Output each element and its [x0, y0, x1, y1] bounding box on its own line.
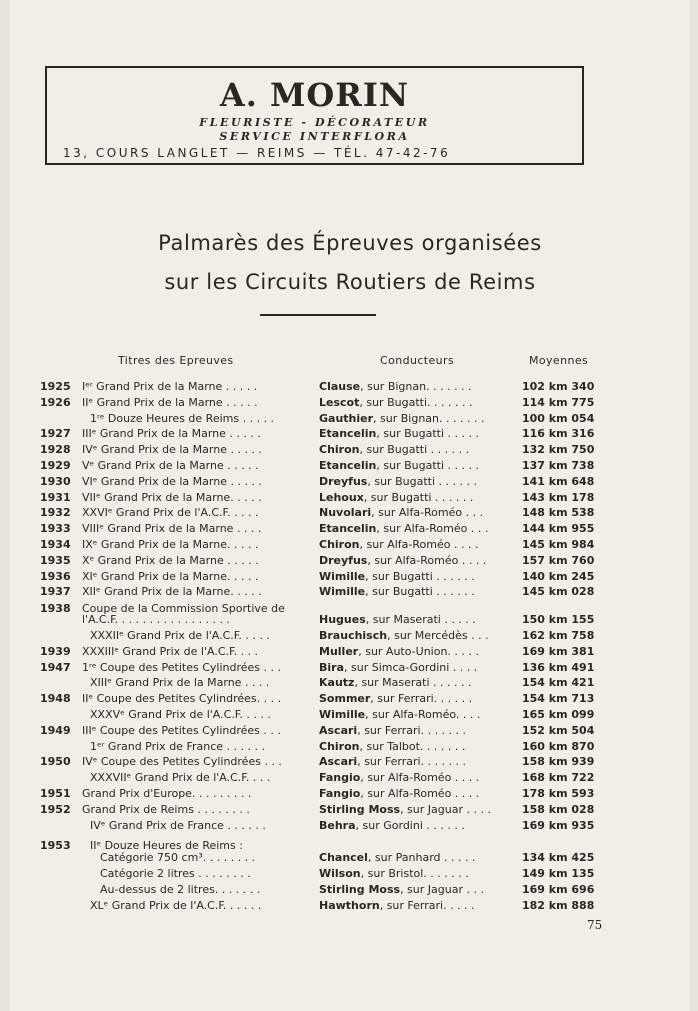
- table-row: [10, 585, 690, 601]
- driver-car: , sur Alfa-Roméo . . . .: [360, 787, 480, 800]
- row-average-speed: 134 km 425: [522, 851, 595, 864]
- row-driver: [319, 396, 525, 409]
- row-year: 1929: [40, 459, 71, 472]
- driver-car: , sur Ferrari. . . . .: [379, 899, 475, 912]
- advertisement-box: [45, 66, 584, 165]
- table-row: [10, 771, 690, 787]
- row-driver: [319, 645, 525, 658]
- row-year: 1927: [40, 427, 71, 440]
- row-year: 1928: [40, 443, 71, 456]
- row-driver: [319, 522, 525, 535]
- row-driver: [319, 867, 525, 880]
- driver-name: Brauchisch: [319, 629, 388, 642]
- driver-name: Behra: [319, 819, 356, 832]
- table-row: [10, 755, 690, 771]
- row-event: XXXIIᵉ Grand Prix de l'A.C.F. . . . .: [90, 629, 270, 642]
- row-year: 1937: [40, 585, 71, 598]
- row-event: VIIᵉ Grand Prix de la Marne. . . . .: [82, 491, 262, 504]
- row-driver: [319, 538, 525, 551]
- driver-name: Muller: [319, 645, 359, 658]
- ad-tagline-2: SERVICE INTERFLORA: [219, 130, 410, 143]
- row-driver: [319, 724, 525, 737]
- row-event: XXXVᵉ Grand Prix de l'A.C.F. . . . .: [90, 708, 271, 721]
- table-row: [10, 645, 690, 661]
- row-average-speed: 116 km 316: [522, 427, 595, 440]
- row-event: Coupe de la Commission Sportive de: [82, 602, 285, 615]
- row-average-speed: 162 km 758: [522, 629, 595, 642]
- row-year: 1938: [40, 602, 71, 615]
- table-row: [10, 538, 690, 554]
- driver-name: Fangio: [319, 787, 361, 800]
- row-driver: [319, 661, 525, 674]
- column-header-conducteurs: Conducteurs: [380, 354, 455, 367]
- driver-car: , sur Alfa-Roméo. . . .: [365, 708, 481, 721]
- driver-name: Dreyfus: [319, 554, 368, 567]
- row-event: 1ʳᵉ Douze Heures de Reims . . . . .: [90, 412, 275, 425]
- table-row: [10, 851, 690, 867]
- driver-car: , sur Maserati . . . . .: [365, 613, 476, 626]
- row-driver: [319, 475, 525, 488]
- driver-car: , sur Ferrari. . . . . .: [370, 692, 473, 705]
- table-row: [10, 740, 690, 756]
- driver-name: Chiron: [319, 740, 360, 753]
- table-row: [10, 443, 690, 459]
- row-average-speed: 100 km 054: [522, 412, 595, 425]
- column-header-moyennes: Moyennes: [529, 354, 589, 367]
- table-row: [10, 522, 690, 538]
- driver-car: , sur Bugatti . . . . . .: [365, 585, 475, 598]
- driver-name: Stirling Moss: [319, 803, 401, 816]
- row-event: IIᵉ Douze Heures de Reims :: [90, 839, 243, 852]
- driver-car: , sur Bugatti . . . . .: [376, 427, 479, 440]
- row-year: 1935: [40, 554, 71, 567]
- driver-name: Hugues: [319, 613, 366, 626]
- row-average-speed: 160 km 870: [522, 740, 595, 753]
- row-driver: [319, 692, 525, 705]
- driver-name: Bira: [319, 661, 345, 674]
- driver-name: Nuvolari: [319, 506, 372, 519]
- driver-name: Kautz: [319, 676, 355, 689]
- column-header-epreuves: Titres des Epreuves: [118, 354, 234, 367]
- table-row: [10, 475, 690, 491]
- row-average-speed: 141 km 648: [522, 475, 595, 488]
- row-driver: [319, 380, 525, 393]
- title-divider: [260, 314, 376, 316]
- table-row: [10, 803, 690, 819]
- driver-name: Ascari: [319, 724, 358, 737]
- driver-car: , sur Bugatti . . . . .: [376, 459, 479, 472]
- row-average-speed: 137 km 738: [522, 459, 595, 472]
- driver-car: , sur Ferrari. . . . . . .: [357, 755, 467, 768]
- row-year: 1947: [40, 661, 71, 674]
- row-average-speed: 154 km 421: [522, 676, 595, 689]
- row-event: XIᵉ Grand Prix de la Marne. . . . .: [82, 570, 259, 583]
- page: [10, 0, 690, 1011]
- row-event: IVᵉ Grand Prix de la Marne . . . . .: [82, 443, 262, 456]
- row-year: 1952: [40, 803, 71, 816]
- driver-car: , sur Auto-Union. . . . .: [358, 645, 479, 658]
- table-row: [10, 692, 690, 708]
- row-event: Catégorie 750 cm³. . . . . . . .: [100, 851, 256, 864]
- row-average-speed: 158 km 939: [522, 755, 595, 768]
- driver-name: Etancelin: [319, 427, 377, 440]
- row-average-speed: 178 km 593: [522, 787, 595, 800]
- driver-name: Wimille: [319, 708, 366, 721]
- row-event: IIᵉ Coupe des Petites Cylindrées. . . .: [82, 692, 282, 705]
- row-year: 1950: [40, 755, 71, 768]
- row-average-speed: 144 km 955: [522, 522, 595, 535]
- driver-name: Wilson: [319, 867, 361, 880]
- row-average-speed: 148 km 538: [522, 506, 595, 519]
- driver-name: Chancel: [319, 851, 368, 864]
- row-event: 1ʳᵉ Coupe des Petites Cylindrées . . .: [82, 661, 282, 674]
- row-driver: [319, 585, 525, 598]
- row-average-speed: 152 km 504: [522, 724, 595, 737]
- table-row: [10, 676, 690, 692]
- row-average-speed: 102 km 340: [522, 380, 595, 393]
- driver-car: , sur Panhard . . . . .: [367, 851, 476, 864]
- row-event: XXXIIIᵉ Grand Prix de l'A.C.F. . . .: [82, 645, 259, 658]
- driver-car: , sur Simca-Gordini . . . .: [344, 661, 478, 674]
- row-event: Vᵉ Grand Prix de la Marne . . . . .: [82, 459, 259, 472]
- table-row: [10, 867, 690, 883]
- row-event: Au-dessus de 2 litres. . . . . . .: [100, 883, 261, 896]
- driver-car: , sur Bignan. . . . . . .: [373, 412, 485, 425]
- driver-name: Lescot: [319, 396, 360, 409]
- row-event: IIᵉ Grand Prix de la Marne . . . . .: [82, 396, 258, 409]
- row-driver: [319, 427, 525, 440]
- row-average-speed: 145 km 984: [522, 538, 595, 551]
- driver-car: , sur Alfa-Roméo . . . .: [359, 538, 479, 551]
- row-event: XIIᵉ Grand Prix de la Marne. . . . .: [82, 585, 262, 598]
- row-year: 1949: [40, 724, 71, 737]
- driver-car: , sur Mercédès . . .: [387, 629, 489, 642]
- row-driver: [319, 819, 525, 832]
- driver-name: Chiron: [319, 443, 360, 456]
- table-row: [10, 724, 690, 740]
- row-event: VIIIᵉ Grand Prix de la Marne . . . .: [82, 522, 262, 535]
- row-driver: [319, 629, 525, 642]
- row-event: IVᵉ Coupe des Petites Cylindrées . . .: [82, 755, 282, 768]
- driver-name: Gauthier: [319, 412, 374, 425]
- row-event: IIIᵉ Grand Prix de la Marne . . . . .: [82, 427, 261, 440]
- row-event: XXXVIIᵉ Grand Prix de l'A.C.F. . . .: [90, 771, 271, 784]
- driver-car: , sur Bugatti. . . . . . .: [359, 396, 473, 409]
- row-event: XIIIᵉ Grand Prix de la Marne . . . .: [90, 676, 270, 689]
- row-year: 1931: [40, 491, 71, 504]
- row-year: 1951: [40, 787, 71, 800]
- row-average-speed: 145 km 028: [522, 585, 595, 598]
- row-driver: [319, 506, 525, 519]
- driver-name: Hawthorn: [319, 899, 380, 912]
- row-driver: [319, 883, 525, 896]
- table-row: [10, 412, 690, 428]
- row-event: IIIᵉ Coupe des Petites Cylindrées . . .: [82, 724, 281, 737]
- row-event: 1ᵉʳ Grand Prix de France . . . . . .: [90, 740, 265, 753]
- page-title-line-2: sur les Circuits Routiers de Reims: [164, 270, 536, 294]
- row-driver: [319, 412, 525, 425]
- table-row: [10, 613, 690, 629]
- row-year: 1939: [40, 645, 71, 658]
- driver-name: Stirling Moss: [319, 883, 401, 896]
- row-year: 1948: [40, 692, 71, 705]
- row-driver: [319, 554, 525, 567]
- table-row: [10, 396, 690, 412]
- row-driver: [319, 613, 525, 626]
- row-driver: [319, 708, 525, 721]
- row-event: l'A.C.F. . . . . . . . . . . . . . . . .: [82, 613, 231, 626]
- row-average-speed: 140 km 245: [522, 570, 595, 583]
- table-row: [10, 506, 690, 522]
- row-average-speed: 149 km 135: [522, 867, 595, 880]
- row-event: XXVIᵉ Grand Prix de l'A.C.F. . . . .: [82, 506, 259, 519]
- row-driver: [319, 851, 525, 864]
- row-average-speed: 169 km 935: [522, 819, 595, 832]
- driver-car: , sur Gordini . . . . . .: [355, 819, 465, 832]
- row-year: 1934: [40, 538, 71, 551]
- row-average-speed: 158 km 028: [522, 803, 595, 816]
- row-driver: [319, 755, 525, 768]
- driver-name: Lehoux: [319, 491, 364, 504]
- table-row: [10, 459, 690, 475]
- table-row: [10, 787, 690, 803]
- table-row: [10, 661, 690, 677]
- driver-car: , sur Ferrari. . . . . . .: [357, 724, 467, 737]
- row-year: 1953: [40, 839, 71, 852]
- row-average-speed: 165 km 099: [522, 708, 595, 721]
- row-event: Catégorie 2 litres . . . . . . . .: [100, 867, 251, 880]
- row-event: Grand Prix d'Europe. . . . . . . . .: [82, 787, 252, 800]
- table-row: [10, 570, 690, 586]
- row-driver: [319, 459, 525, 472]
- row-driver: [319, 787, 525, 800]
- row-average-speed: 157 km 760: [522, 554, 595, 567]
- driver-car: , sur Bristol. . . . . . .: [360, 867, 469, 880]
- row-average-speed: 114 km 775: [522, 396, 595, 409]
- row-event: Grand Prix de Reims . . . . . . . .: [82, 803, 250, 816]
- row-average-speed: 168 km 722: [522, 771, 595, 784]
- driver-car: , sur Bugatti . . . . . .: [359, 443, 470, 456]
- row-event: Xᵉ Grand Prix de la Marne . . . . .: [82, 554, 259, 567]
- row-driver: [319, 740, 525, 753]
- page-title-line-1: Palmarès des Épreuves organisées: [158, 231, 542, 255]
- driver-car: , sur Maserati . . . . . .: [354, 676, 472, 689]
- row-year: 1930: [40, 475, 71, 488]
- row-average-speed: 169 km 381: [522, 645, 595, 658]
- driver-car: , sur Alfa-Roméo . . . .: [367, 554, 487, 567]
- driver-car: , sur Alfa-Roméo . . . .: [360, 771, 480, 784]
- row-driver: [319, 570, 525, 583]
- driver-name: Chiron: [319, 538, 360, 551]
- driver-name: Ascari: [319, 755, 358, 768]
- table-row: [10, 427, 690, 443]
- row-average-speed: 132 km 750: [522, 443, 595, 456]
- driver-car: , sur Bugatti . . . . . .: [367, 475, 477, 488]
- table-row: [10, 554, 690, 570]
- driver-name: Etancelin: [319, 459, 377, 472]
- row-average-speed: 136 km 491: [522, 661, 595, 674]
- row-year: 1936: [40, 570, 71, 583]
- driver-name: Wimille: [319, 570, 366, 583]
- row-driver: [319, 803, 525, 816]
- row-year: 1932: [40, 506, 71, 519]
- row-average-speed: 143 km 178: [522, 491, 595, 504]
- row-event: XLᵉ Grand Prix de l'A.C.F. . . . . .: [90, 899, 262, 912]
- row-driver: [319, 443, 525, 456]
- driver-name: Wimille: [319, 585, 366, 598]
- row-year: 1926: [40, 396, 71, 409]
- table-row: [10, 380, 690, 396]
- driver-name: Dreyfus: [319, 475, 368, 488]
- table-row: [10, 899, 690, 915]
- driver-name: Etancelin: [319, 522, 377, 535]
- row-driver: [319, 491, 525, 504]
- row-event: IVᵉ Grand Prix de France . . . . . .: [90, 819, 266, 832]
- driver-car: , sur Alfa-Roméo . . .: [376, 522, 489, 535]
- table-row: [10, 491, 690, 507]
- row-average-speed: 182 km 888: [522, 899, 595, 912]
- table-row: [10, 708, 690, 724]
- table-row: [10, 629, 690, 645]
- row-event: Iᵉʳ Grand Prix de la Marne . . . . .: [82, 380, 258, 393]
- ad-address: 13, COURS LANGLET — REIMS — TÉL. 47-42-76: [63, 146, 451, 160]
- driver-car: , sur Jaguar . . . .: [400, 803, 491, 816]
- row-driver: [319, 676, 525, 689]
- driver-car: , sur Jaguar . . .: [400, 883, 484, 896]
- row-driver: [319, 771, 525, 784]
- driver-car: , sur Bignan. . . . . . .: [360, 380, 472, 393]
- driver-name: Clause: [319, 380, 361, 393]
- row-driver: [319, 899, 525, 912]
- driver-car: , sur Bugatti . . . . . .: [363, 491, 474, 504]
- row-event: VIᵉ Grand Prix de la Marne . . . . .: [82, 475, 262, 488]
- driver-name: Sommer: [319, 692, 371, 705]
- driver-car: , sur Alfa-Roméo . . .: [371, 506, 484, 519]
- ad-tagline-1: FLEURISTE - DÉCORATEUR: [199, 116, 430, 129]
- ad-business-name: A. MORIN: [219, 76, 410, 114]
- row-year: 1933: [40, 522, 71, 535]
- row-year: 1925: [40, 380, 71, 393]
- row-average-speed: 150 km 155: [522, 613, 595, 626]
- table-row: [10, 883, 690, 899]
- row-average-speed: 169 km 696: [522, 883, 595, 896]
- row-event: IXᵉ Grand Prix de la Marne. . . . .: [82, 538, 259, 551]
- row-average-speed: 154 km 713: [522, 692, 595, 705]
- driver-car: , sur Bugatti . . . . . .: [365, 570, 475, 583]
- driver-name: Fangio: [319, 771, 361, 784]
- table-row: [10, 819, 690, 835]
- page-number: 75: [587, 918, 603, 932]
- driver-car: , sur Talbot. . . . . . .: [359, 740, 466, 753]
